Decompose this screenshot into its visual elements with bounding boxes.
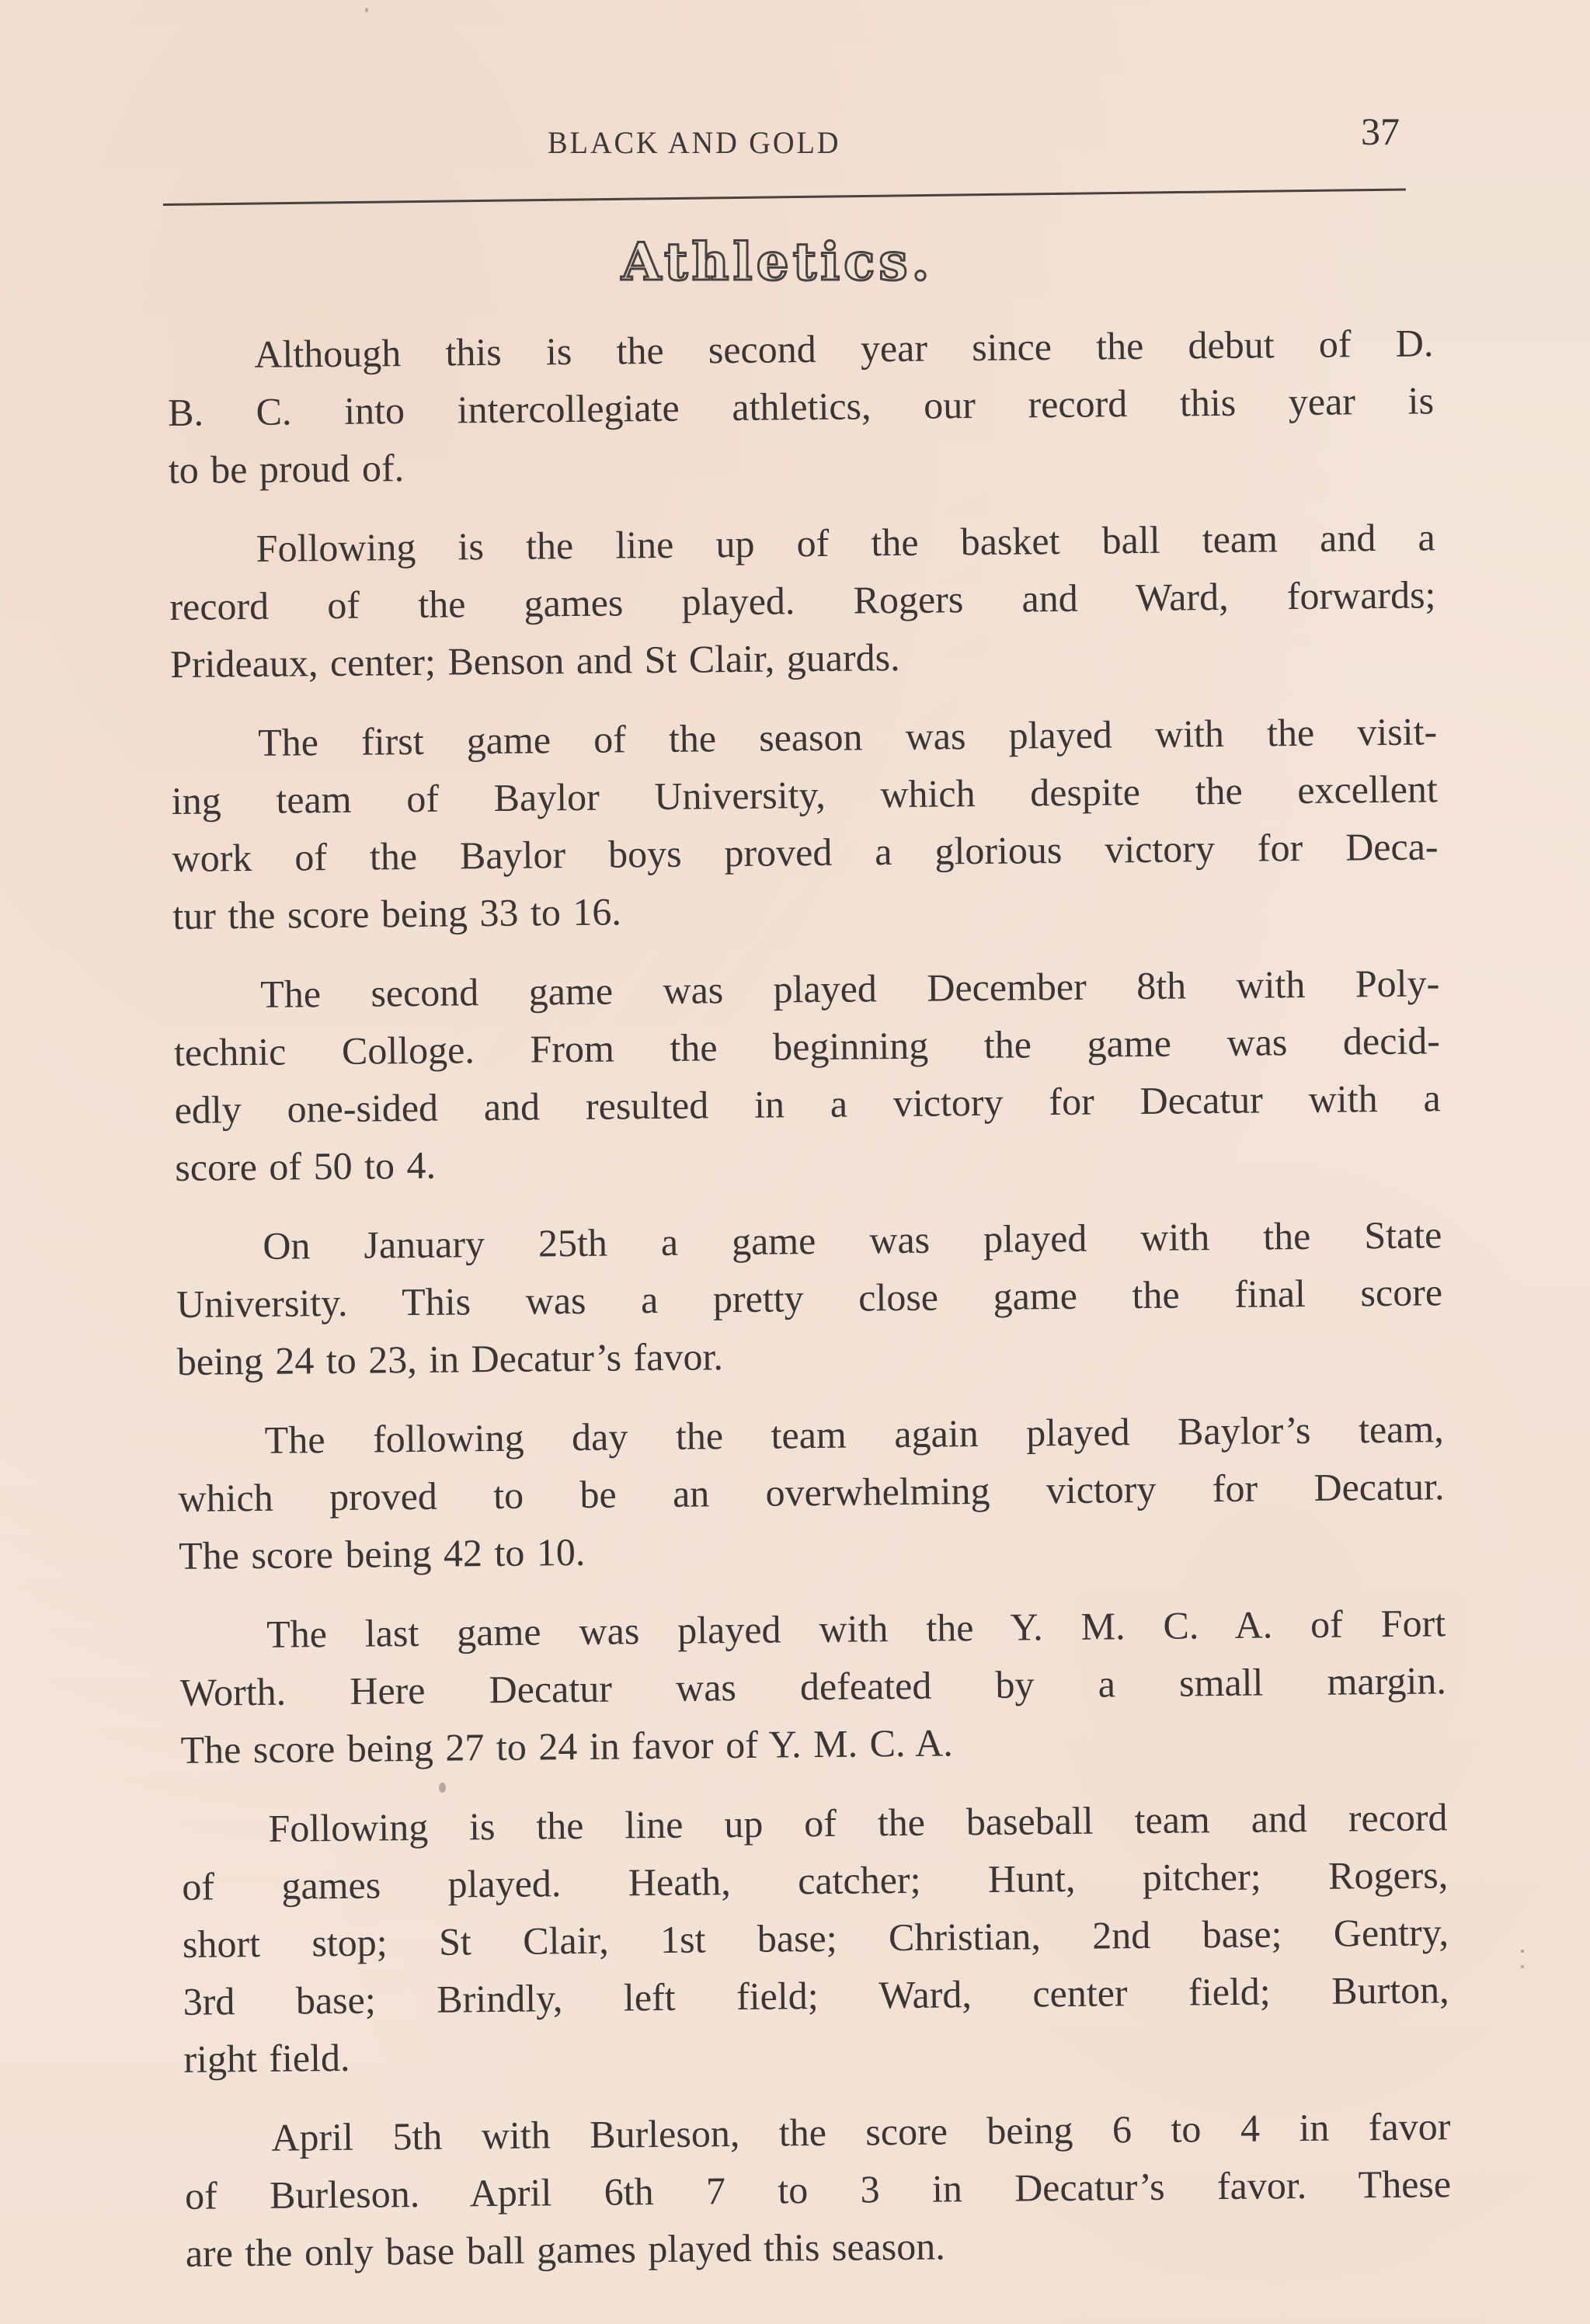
text-line: Prideaux, center; Benson and St Clair, guards. bbox=[169, 635, 900, 686]
text-line: The first game of the season was played with the visit- bbox=[257, 709, 1438, 764]
text-line: technic Colloge. From the beginning the game was decid- bbox=[173, 1018, 1441, 1074]
text-line: short stop; St Clair, 1st base; Christian, 2nd base; Gentry, bbox=[182, 1910, 1449, 1966]
paragraph bbox=[177, 1400, 1445, 1585]
text-line: The score being 42 to 10. bbox=[178, 1529, 586, 1578]
text-line: being 24 to 23, in Decatur’s favor. bbox=[176, 1334, 724, 1383]
paragraph bbox=[167, 314, 1435, 499]
text-line: score of 50 to 4. bbox=[175, 1143, 437, 1189]
text-line: of Burleson. April 6th 7 to 3 in Decatur’s favor. These bbox=[184, 2162, 1452, 2218]
text-line: ing team of Baylor University, which despite the excellent bbox=[171, 767, 1439, 823]
text-line: The following day the team again played Baylor’s team, bbox=[264, 1407, 1444, 1462]
page-number: 37 bbox=[1361, 110, 1400, 153]
text-line: Following is the line up of the baseball team and record bbox=[268, 1795, 1448, 1850]
text-line: The second game was played December 8th with Poly- bbox=[259, 961, 1440, 1016]
running-head: BLACK AND GOLD bbox=[548, 125, 841, 160]
text-line: record of the games played. Rogers and Ward, forwards; bbox=[169, 572, 1436, 628]
paragraph bbox=[169, 508, 1436, 693]
paper-speck bbox=[1521, 1950, 1524, 1953]
paper-speck bbox=[439, 1783, 446, 1793]
text-line: of games played. Heath, catcher; Hunt, pitcher; Rogers, bbox=[182, 1853, 1449, 1908]
text-line: tur the score being 33 to 16. bbox=[172, 889, 622, 938]
text-line: The last game was played with the Y. M. C. A. of Fort bbox=[266, 1601, 1446, 1656]
paragraph bbox=[176, 1205, 1443, 1390]
paragraph bbox=[181, 1788, 1449, 2088]
text-line: The score being 27 to 24 in favor of Y. M. C. A. bbox=[180, 1720, 954, 1772]
text-line: University. This was a pretty close game the final score bbox=[176, 1270, 1443, 1326]
text-line: which proved to be an overwhelming victory for Decatur. bbox=[178, 1464, 1445, 1520]
text-line: 3rd base; Brindly, left field; Ward, center field; Burton, bbox=[183, 1967, 1449, 2023]
text-line: to be proud of. bbox=[168, 446, 405, 492]
text-line: B. C. into intercollegiate athletics, our record this year is bbox=[167, 378, 1435, 434]
text-line: April 5th with Burleson, the score being 6 to 4 in favor bbox=[271, 2104, 1451, 2159]
paragraph bbox=[173, 954, 1442, 1196]
text-line: On January 25th a game was played with the State bbox=[263, 1212, 1442, 1268]
text-line: Worth. Here Decatur was defeated by a small margin. bbox=[179, 1658, 1447, 1714]
header-rule bbox=[163, 188, 1406, 206]
paragraph bbox=[179, 1594, 1447, 1779]
text-line: right field. bbox=[183, 2035, 350, 2081]
text-line: work of the Baylor boys proved a glorious victory for Deca- bbox=[172, 824, 1439, 880]
text-line: Although this is the second year since the debut of D. bbox=[254, 321, 1434, 376]
article-body bbox=[167, 314, 1452, 2288]
paragraph bbox=[171, 702, 1439, 945]
text-line: edly one-sided and resulted in a victory for Decatur with a bbox=[174, 1076, 1441, 1132]
text-line: are the only base ball games played this season. bbox=[185, 2224, 945, 2275]
section-title: Athletics. bbox=[621, 231, 934, 292]
paper-speck bbox=[1521, 1965, 1524, 1968]
paper-speck bbox=[365, 8, 368, 12]
paragraph bbox=[184, 2097, 1452, 2282]
text-line: Following is the line up of the basket ball team and a bbox=[256, 515, 1435, 570]
